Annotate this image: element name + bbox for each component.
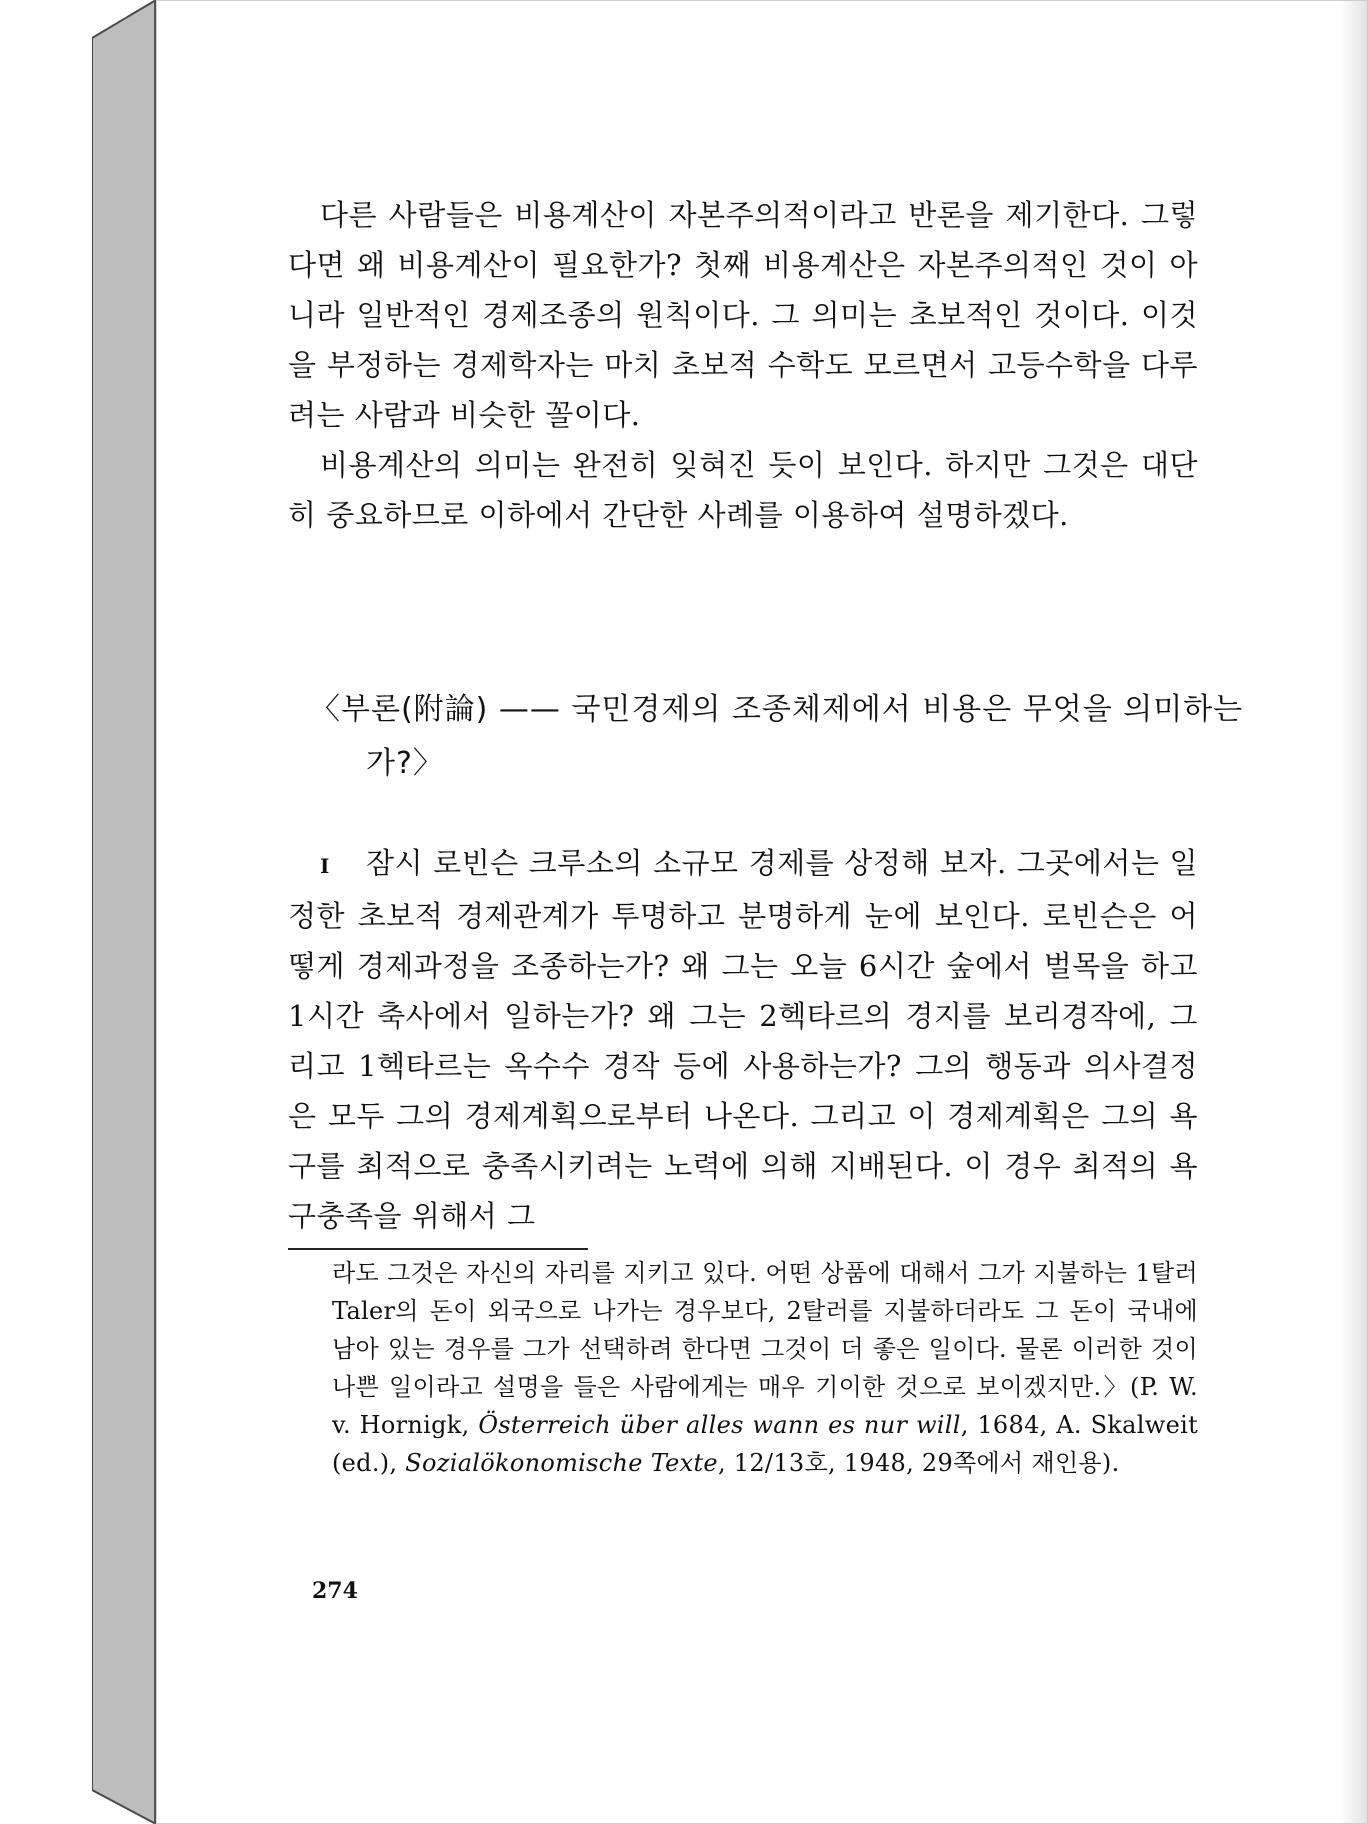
section-text: 잠시 로빈슨 크루소의 소규모 경제를 상정해 보자. 그곳에서는 일정한 초보적 경제관계가 투명하고 분명하게 눈에 보인다. 로빈슨은 어떻게 경제과정을 조종하는가? 왜 그는 오늘 6시간 숲에서 벌목을 하고 1시간 축사에서 일하는가? 왜 그는 2헥타르의 경지를 보리경작에, 그리고 1헥타르는 옥수수 경작 등에 사용하는가? 그의 행동과 의사결정은 모두 그의 경제계획으로부터 나온다. 그리고 이 경제계획은 그의 욕구를 최적으로 충족시키려는 노력에 의해 지배된다. 이 경우 최적의 욕구충족을 위해서 그	[288, 846, 1198, 1233]
body-text-section	[288, 838, 1198, 1241]
footnote-tail: , 12/13호, 1948, 29쪽에서 재인용).	[717, 1449, 1120, 1477]
footnote-title-italic: Österreich über alles wann es nur will	[478, 1411, 961, 1439]
footnote-journal-italic: Sozialökonomische Texte	[405, 1449, 718, 1477]
footnote-paragraph	[332, 1254, 1198, 1482]
paragraph-2: 비용계산의 의미는 완전히 잊혀진 듯이 보인다. 하지만 그것은 대단히 중요하므로 이하에서 간단한 사례를 이용하여 설명하겠다.	[288, 448, 1198, 532]
section-heading: 〈부론(附論) —— 국민경제의 조종체제에서 비용은 무엇을 의미하는가?〉	[310, 692, 1244, 781]
paragraph-section-1	[288, 838, 1198, 1241]
section-number: I	[320, 854, 330, 878]
page-edge-shadow	[1340, 0, 1368, 1824]
body-text-top	[288, 190, 1198, 540]
footnote-mid: , 1684, A. Skalweit (ed.),	[332, 1411, 1199, 1477]
footnote-text: 라도 그것은 자신의 자리를 지키고 있다. 어떤 상품에 대해서 그가 지불하는 1탈러Taler의 돈이 외국으로 나가는 경우보다, 2탈러를 지불하더라도 그 돈이 국내에 남아 있는 경우를 그가 선택하려 한다면 그것이 더 좋은 일이다. 물론 이러한 것이 나쁜 일이라고 설명을 들은 사람에게는 매우 기이한 것으로 보이겠지만.〉(P. W. v. Hornigk,	[332, 1259, 1198, 1439]
footnote-divider	[288, 1248, 588, 1250]
page-number: 274	[312, 1578, 358, 1604]
footnote	[332, 1254, 1198, 1482]
book-spine	[92, 0, 160, 1824]
paragraph-1: 다른 사람들은 비용계산이 자본주의적이라고 반론을 제기한다. 그렇다면 왜 비용계산이 필요한가? 첫째 비용계산은 자본주의적인 것이 아니라 일반적인 경제조종의 원칙이다. 그 의미는 초보적인 것이다. 이것을 부정하는 경제학자는 마치 초보적 수학도 모르면서 고등수학을 다루려는 사람과 비슷한 꼴이다.	[288, 198, 1198, 432]
